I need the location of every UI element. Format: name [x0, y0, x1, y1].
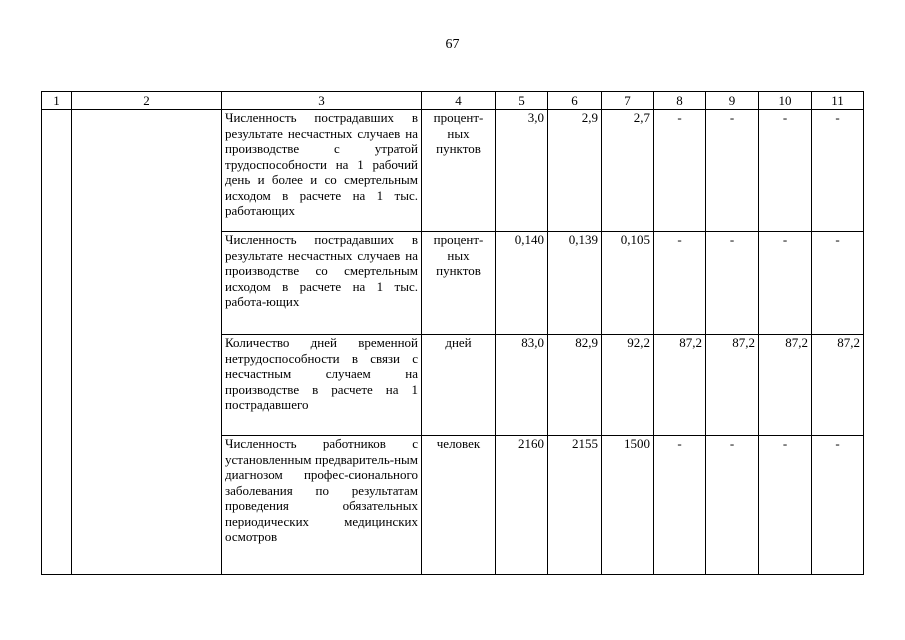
value-cell: -	[812, 110, 864, 232]
value-cell: -	[706, 436, 759, 575]
value-cell: -	[759, 436, 812, 575]
value-cell: 3,0	[496, 110, 548, 232]
value-cell: 87,2	[812, 335, 864, 436]
header-cell: 1	[42, 92, 72, 110]
value-cell: -	[759, 110, 812, 232]
indicator-cell: Численность работников с установленным предваритель-ным диагнозом профес-сионального заболевания по результатам проведения обязательных периодических медицинских осмотров	[222, 436, 422, 575]
value-cell: 87,2	[759, 335, 812, 436]
value-cell: -	[706, 110, 759, 232]
unit-cell: дней	[422, 335, 496, 436]
value-cell: -	[654, 110, 706, 232]
header-cell: 6	[548, 92, 602, 110]
header-row	[42, 92, 864, 110]
value-cell: 2,7	[602, 110, 654, 232]
unit-cell: человек	[422, 436, 496, 575]
header-cell: 10	[759, 92, 812, 110]
value-cell: 0,140	[496, 232, 548, 335]
header-cell: 2	[72, 92, 222, 110]
value-cell: 2,9	[548, 110, 602, 232]
value-cell: -	[812, 232, 864, 335]
value-cell: 82,9	[548, 335, 602, 436]
value-cell: 92,2	[602, 335, 654, 436]
value-cell: -	[654, 436, 706, 575]
value-cell: 2160	[496, 436, 548, 575]
header-cell: 11	[812, 92, 864, 110]
value-cell: 1500	[602, 436, 654, 575]
value-cell: 0,105	[602, 232, 654, 335]
unit-cell: процент-ных пунктов	[422, 232, 496, 335]
header-cell: 3	[222, 92, 422, 110]
value-cell: -	[759, 232, 812, 335]
indicator-cell: Численность пострадавших в результате несчастных случаев на производстве с утратой трудоспособности на 1 рабочий день и более и со смертельным исходом в расчете на 1 тыс. работающих	[222, 110, 422, 232]
value-cell: 0,139	[548, 232, 602, 335]
value-cell: 87,2	[654, 335, 706, 436]
header-cell: 4	[422, 92, 496, 110]
row-number-cell	[42, 110, 72, 575]
header-cell: 8	[654, 92, 706, 110]
value-cell: 2155	[548, 436, 602, 575]
value-cell: 83,0	[496, 335, 548, 436]
header-cell: 9	[706, 92, 759, 110]
objective-cell	[72, 110, 222, 575]
indicator-cell: Численность пострадавших в результате несчастных случаев на производстве со смертельным исходом в расчете на 1 тыс. работа-ющих	[222, 232, 422, 335]
value-cell: -	[654, 232, 706, 335]
table-row	[42, 110, 864, 232]
value-cell: -	[706, 232, 759, 335]
statistics-table	[41, 91, 864, 575]
unit-cell: процент-ных пунктов	[422, 110, 496, 232]
page-number: 67	[445, 37, 460, 52]
header-cell: 5	[496, 92, 548, 110]
value-cell: -	[812, 436, 864, 575]
value-cell: 87,2	[706, 335, 759, 436]
indicator-cell: Количество дней временной нетрудоспособности в связи с несчастным случаем на производстве в расчете на 1 пострадавшего	[222, 335, 422, 436]
header-cell: 7	[602, 92, 654, 110]
